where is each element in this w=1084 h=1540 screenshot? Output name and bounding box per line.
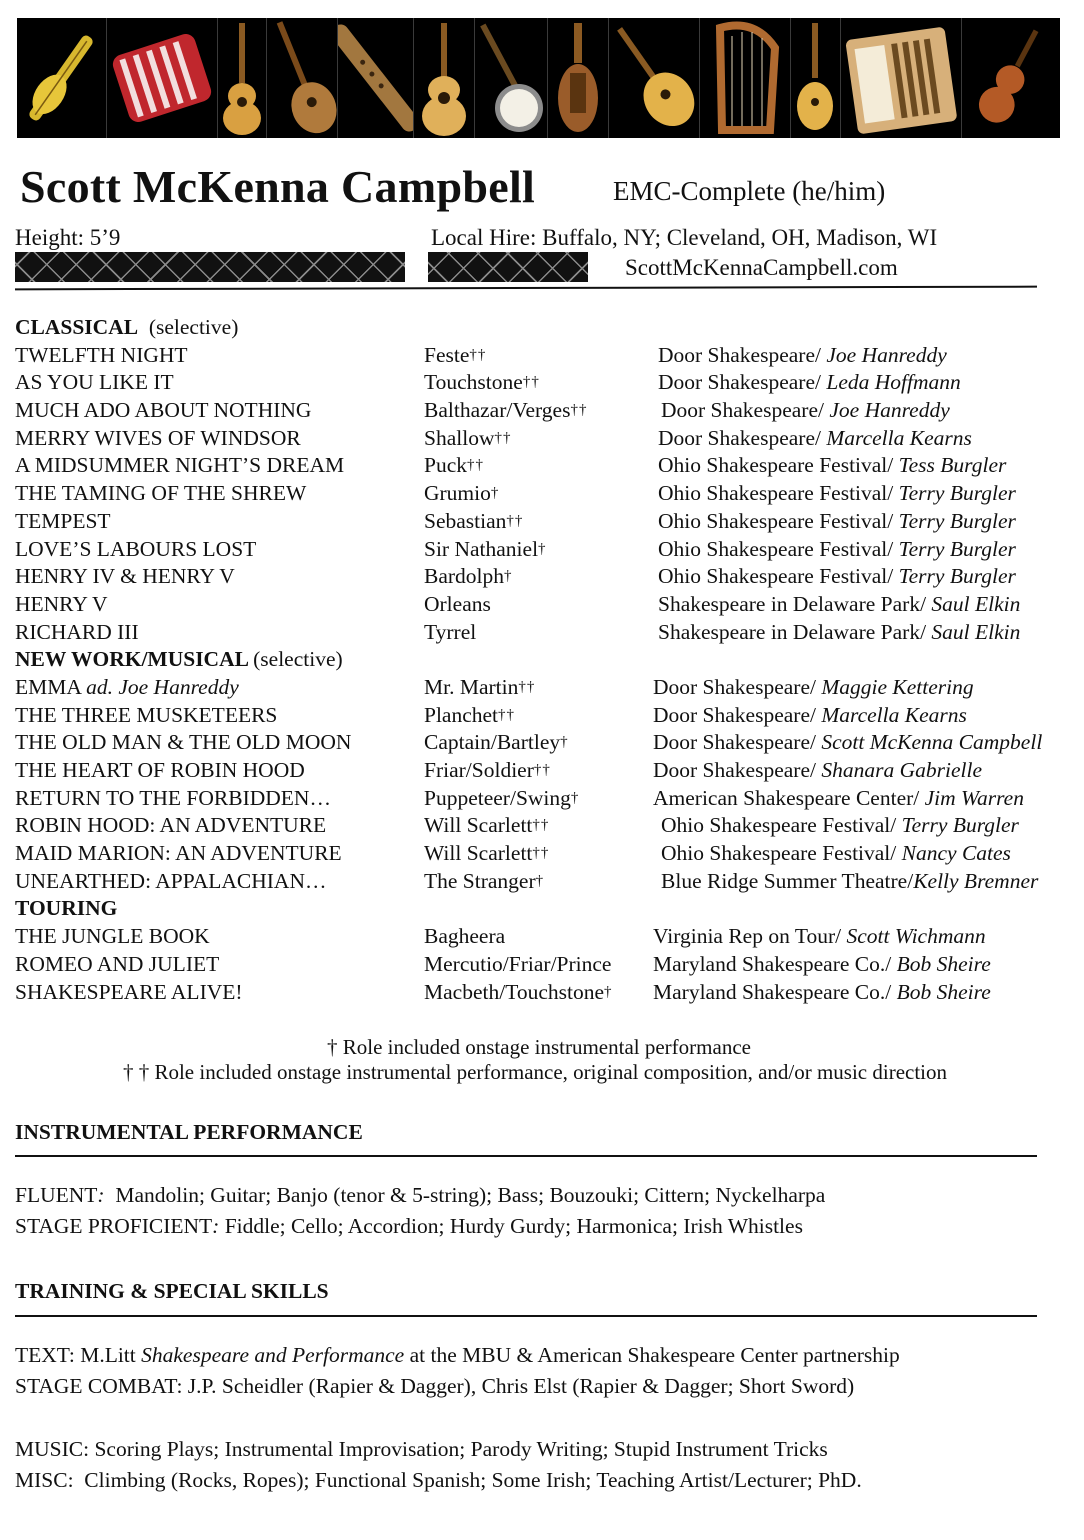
- fluent-colon: :: [97, 1183, 105, 1207]
- stage-proficient-instruments: [15, 1214, 803, 1239]
- show-name: ROMEO AND JULIET: [15, 951, 220, 976]
- show-title: [15, 563, 235, 591]
- company-name: Ohio Shakespeare Festival/: [658, 453, 899, 478]
- role: [424, 619, 476, 647]
- music-dagger-mark: ††: [532, 817, 550, 834]
- header-divider: [15, 286, 1037, 291]
- role: [424, 840, 549, 868]
- company-name: Ohio Shakespeare Festival/: [658, 481, 899, 506]
- credit-row: [15, 757, 1075, 785]
- music-dagger-mark: ††: [467, 457, 484, 474]
- credit-row: [15, 480, 1075, 508]
- company-name: Shakespeare in Delaware Park/: [658, 591, 932, 616]
- legend-single-dagger: † Role included onstage instrumental performance: [327, 1035, 751, 1059]
- role: [424, 812, 549, 840]
- role: [424, 951, 611, 979]
- show-name: TEMPEST: [15, 508, 111, 533]
- section-heading-new-work: [15, 646, 1075, 674]
- show-name: HENRY V: [15, 591, 108, 616]
- section-heading-classical: [15, 314, 1075, 342]
- fiddle-icon: [961, 18, 1060, 138]
- section-heading-touring: [15, 895, 1075, 923]
- company: [653, 674, 974, 702]
- show-name: A MIDSUMMER NIGHT’S DREAM: [15, 453, 345, 478]
- section-note: (selective): [148, 315, 239, 339]
- company-name: Ohio Shakespeare Festival/: [658, 536, 899, 561]
- director-name: Bob Sheire: [896, 979, 991, 1004]
- show-title: [15, 979, 243, 1007]
- show-name: AS YOU LIKE IT: [15, 370, 174, 395]
- company: [661, 840, 1011, 868]
- role-name: Captain/Bartley: [424, 730, 561, 755]
- credit-row: [15, 951, 1075, 979]
- role: [424, 591, 491, 619]
- show-name: THE OLD MAN & THE OLD MOON: [15, 730, 352, 755]
- role: [424, 508, 523, 536]
- credit-row: [15, 508, 1075, 536]
- company-name: Virginia Rep on Tour/: [653, 924, 847, 949]
- website-link[interactable]: ScottMcKennaCampbell.com: [625, 255, 898, 280]
- heading-training: TRAINING & SPECIAL SKILLS: [15, 1279, 329, 1303]
- company-name: Door Shakespeare/: [658, 425, 827, 450]
- director-name: Maggie Kettering: [821, 674, 974, 699]
- redacted-contact-block: [428, 252, 588, 282]
- credit-row: [15, 563, 1075, 591]
- director-name: Terry Burgler: [898, 508, 1016, 533]
- show-title: [15, 702, 277, 730]
- director-name: Terry Burgler: [898, 481, 1016, 506]
- hurdy-gurdy-icon: [547, 18, 608, 138]
- role-name: Macbeth/Touchstone: [424, 979, 604, 1004]
- role: [424, 785, 579, 813]
- show-name: MUCH ADO ABOUT NOTHING: [15, 398, 312, 423]
- show-title: [15, 369, 174, 397]
- music-dagger-mark: †: [604, 983, 613, 1000]
- company: [658, 342, 947, 370]
- director-name: Scott Wichmann: [846, 924, 986, 949]
- show-title: [15, 840, 342, 868]
- role: [424, 342, 486, 370]
- company: [653, 951, 991, 979]
- role: [424, 729, 569, 757]
- director-name: Jim Warren: [924, 785, 1024, 810]
- show-title: [15, 425, 301, 453]
- skills-music: MUSIC: Scoring Plays; Instrumental Improvisation; Parody Writing; Stupid Instrument Tricks: [15, 1437, 828, 1461]
- director-name: Bob Sheire: [896, 951, 991, 976]
- show-name: TWELFTH NIGHT: [15, 342, 188, 367]
- show-title: [15, 619, 139, 647]
- heading-instrumental: INSTRUMENTAL PERFORMANCE: [15, 1120, 363, 1144]
- director-name: Terry Burgler: [898, 536, 1016, 561]
- show-name: THE THREE MUSKETEERS: [15, 702, 278, 727]
- role-name: Will Scarlett: [424, 813, 533, 838]
- show-title: [15, 923, 210, 951]
- company: [661, 868, 1038, 896]
- role-name: Orleans: [424, 591, 491, 616]
- banjo-icon: [474, 18, 547, 138]
- accordion-icon: [840, 18, 961, 138]
- role-name: Puck: [424, 453, 467, 478]
- director-name: Scott McKenna Campbell: [821, 730, 1043, 755]
- music-dagger-mark: ††: [570, 402, 588, 419]
- credit-row: [15, 342, 1075, 370]
- local-hire: Local Hire: Buffalo, NY; Cleveland, OH, Madison, WI: [431, 225, 938, 250]
- show-title: [15, 729, 351, 757]
- director-name: Tess Burgler: [898, 453, 1007, 478]
- director-name: Terry Burgler: [901, 813, 1019, 838]
- role-name: Tyrrel: [424, 619, 477, 644]
- show-title: [15, 868, 326, 896]
- show-name: UNEARTHED: APPALACHIAN…: [15, 868, 327, 893]
- music-dagger-mark: ††: [522, 374, 540, 391]
- company: [653, 729, 1042, 757]
- show-name: RETURN TO THE FORBIDDEN…: [15, 785, 331, 810]
- director-name: Shanara Gabrielle: [821, 758, 983, 782]
- role-name: Touchstone: [424, 370, 523, 395]
- company: [658, 452, 1006, 480]
- show-title: [15, 591, 108, 619]
- role-name: Feste: [424, 342, 470, 367]
- company: [653, 979, 991, 1007]
- role-name: Sir Nathaniel: [424, 536, 539, 561]
- degree-title: Shakespeare and Performance: [141, 1343, 405, 1367]
- company-name: Maryland Shakespeare Co./: [653, 951, 897, 976]
- company-name: Door Shakespeare/: [653, 730, 822, 755]
- role: [424, 674, 535, 702]
- director-name: Marcella Kearns: [826, 425, 972, 450]
- concertina-icon: [106, 18, 217, 138]
- role-name: Bardolph: [424, 564, 505, 589]
- show-name: MAID MARION: AN ADVENTURE: [15, 841, 342, 866]
- union-status: EMC-Complete (he/him): [613, 176, 886, 206]
- text-prefix: TEXT: M.Litt: [15, 1343, 142, 1367]
- show-title: [15, 452, 344, 480]
- company: [653, 785, 1024, 813]
- company: [661, 812, 1019, 840]
- music-dagger-mark: †: [560, 734, 569, 751]
- company-name: Door Shakespeare/: [653, 758, 822, 782]
- role-name: Mercutio/Friar/Prince: [424, 951, 612, 976]
- credit-row: [15, 452, 1075, 480]
- role: [424, 979, 613, 1007]
- role-name: Bagheera: [424, 924, 506, 949]
- training-stage-combat: STAGE COMBAT: J.P. Scheidler (Rapier & Dagger), Chris Elst (Rapier & Dagger; Short Sword): [15, 1374, 855, 1398]
- role-name: Friar/Soldier: [424, 758, 534, 782]
- role: [424, 536, 547, 564]
- director-name: Joe Hanreddy: [826, 342, 947, 367]
- music-dagger-mark: †: [535, 872, 545, 889]
- show-title: [15, 785, 331, 813]
- company: [658, 508, 1016, 536]
- show-name: RICHARD III: [15, 619, 139, 644]
- section-title: CLASSICAL: [15, 315, 139, 339]
- show-name: THE HEART OF ROBIN HOOD: [15, 758, 305, 782]
- credit-row: [15, 979, 1075, 1007]
- legend-double-dagger: † † Role included onstage instrumental performance, original composition, and/or music direction: [122, 1060, 948, 1084]
- role-name: Shallow: [424, 425, 495, 450]
- company-name: Ohio Shakespeare Festival/: [661, 841, 902, 866]
- company: [658, 619, 1020, 647]
- music-dagger-mark: ††: [469, 346, 487, 363]
- adaptation-credit: ad. Joe Hanreddy: [86, 674, 239, 699]
- music-dagger-mark: ††: [533, 762, 551, 778]
- role: [424, 563, 513, 591]
- company-name: Shakespeare in Delaware Park/: [658, 619, 932, 644]
- director-name: Marcella Kearns: [821, 702, 967, 727]
- performer-name: Scott McKenna Campbell: [20, 161, 536, 212]
- fluent-instruments: [15, 1183, 825, 1208]
- company-name: Maryland Shakespeare Co./: [653, 979, 897, 1004]
- show-name: EMMA: [15, 674, 87, 699]
- company-name: Ohio Shakespeare Festival/: [658, 564, 899, 589]
- company: [653, 923, 986, 951]
- show-title: [15, 536, 256, 564]
- show-name: SHAKESPEARE ALIVE!: [15, 979, 243, 1004]
- role: [424, 397, 587, 425]
- company-name: Ohio Shakespeare Festival/: [661, 813, 902, 838]
- whistle-icon: [337, 18, 413, 138]
- training-text: [15, 1343, 900, 1368]
- credit-row: [15, 785, 1075, 813]
- credit-row: [15, 536, 1075, 564]
- role: [424, 425, 511, 453]
- credit-row: [15, 923, 1075, 951]
- credit-row: [15, 729, 1075, 757]
- fluent-list: Mandolin; Guitar; Banjo (tenor & 5-string); Bass; Bouzouki; Cittern; Nyckelharpa: [104, 1183, 826, 1207]
- role: [424, 923, 505, 951]
- role-name: The Stranger: [424, 868, 536, 893]
- redacted-contact-block: [15, 252, 405, 282]
- show-title: [15, 508, 111, 536]
- fluent-label: FLUENT: [15, 1183, 98, 1207]
- director-name: Nancy Cates: [901, 841, 1011, 866]
- role-name: Balthazar/Verges: [424, 398, 571, 423]
- role-name: Planchet: [424, 702, 499, 727]
- role-name: Mr. Martin: [424, 674, 519, 699]
- company: [658, 536, 1016, 564]
- stage-colon: :: [212, 1214, 220, 1238]
- company-name: Ohio Shakespeare Festival/: [658, 508, 899, 533]
- role-name: Puppeteer/Swing: [424, 785, 571, 810]
- role-name: Will Scarlett: [424, 841, 533, 866]
- director-name: Kelly Bremner: [913, 868, 1039, 893]
- skills-misc: MISC: Climbing (Rocks, Ropes); Functional Spanish; Some Irish; Teaching Artist/Lecturer; PhD.: [15, 1468, 862, 1492]
- guitar-icon: [413, 18, 474, 138]
- credit-row: [15, 425, 1075, 453]
- section-title: NEW WORK/MUSICAL: [15, 647, 248, 672]
- credit-row: [15, 702, 1075, 730]
- music-dagger-mark: †: [538, 540, 547, 557]
- credits-table: [15, 314, 1075, 1006]
- show-name: LOVE’S LABOURS LOST: [15, 536, 257, 561]
- role: [424, 868, 544, 896]
- company-name: Door Shakespeare/: [653, 674, 822, 699]
- director-name: Leda Hoffmann: [826, 370, 961, 395]
- role: [424, 702, 515, 730]
- show-name: THE TAMING OF THE SHREW: [15, 481, 307, 506]
- instrumental-divider: [15, 1155, 1037, 1157]
- mandolin-icon: [790, 18, 840, 138]
- stage-list: Fiddle; Cello; Accordion; Hurdy Gurdy; Harmonica; Irish Whistles: [219, 1214, 803, 1238]
- credit-row: [15, 591, 1075, 619]
- show-title: [15, 342, 188, 370]
- show-title: [15, 674, 239, 702]
- company: [653, 702, 967, 730]
- company-name: Blue Ridge Summer Theatre/: [661, 868, 914, 893]
- company-name: Door Shakespeare/: [658, 370, 827, 395]
- credit-row: [15, 369, 1075, 397]
- director-name: Saul Elkin: [931, 619, 1021, 644]
- section-title: TOURING: [15, 896, 118, 921]
- show-title: [15, 951, 219, 979]
- credit-row: [15, 674, 1075, 702]
- music-dagger-mark: †: [490, 485, 500, 502]
- show-name: HENRY IV & HENRY V: [15, 564, 235, 589]
- height: Height: 5’9: [15, 225, 121, 250]
- role-name: Sebastian: [424, 508, 507, 533]
- credit-row: [15, 840, 1075, 868]
- role: [424, 480, 499, 508]
- music-dagger-mark: †: [504, 568, 513, 585]
- company: [658, 563, 1016, 591]
- credit-row: [15, 812, 1075, 840]
- stage-label: STAGE PROFICIENT: [15, 1214, 213, 1238]
- nyckelharpa-icon: [17, 18, 106, 138]
- music-dagger-mark: ††: [532, 845, 550, 862]
- company: [658, 480, 1016, 508]
- music-dagger-mark: ††: [494, 429, 512, 446]
- show-title: [15, 397, 311, 425]
- text-suffix: at the MBU & American Shakespeare Center partnership: [404, 1343, 900, 1367]
- training-divider: [15, 1315, 1037, 1317]
- show-name: MERRY WIVES OF WINDSOR: [15, 425, 301, 450]
- credit-row: [15, 868, 1075, 896]
- company-name: Door Shakespeare/: [661, 398, 830, 423]
- show-title: [15, 480, 306, 508]
- company: [658, 591, 1020, 619]
- director-name: Joe Hanreddy: [829, 398, 950, 423]
- role: [424, 452, 484, 480]
- role-name: Grumio: [424, 481, 491, 506]
- harp-icon: [699, 18, 790, 138]
- bouzouki-icon: [266, 18, 337, 138]
- company: [653, 757, 982, 785]
- company-name: Door Shakespeare/: [658, 342, 827, 367]
- music-dagger-mark: ††: [498, 706, 516, 723]
- credit-row: [15, 619, 1075, 647]
- section-note: (selective): [253, 647, 343, 672]
- show-name: ROBIN HOOD: AN ADVENTURE: [15, 813, 327, 838]
- music-dagger-mark: ††: [506, 512, 524, 529]
- instrument-banner: [17, 18, 1060, 138]
- show-title: [15, 757, 305, 785]
- company: [661, 397, 950, 425]
- company-name: Door Shakespeare/: [653, 702, 822, 727]
- music-dagger-mark: ††: [518, 678, 536, 695]
- role: [424, 757, 551, 785]
- role: [424, 369, 540, 397]
- director-name: Saul Elkin: [931, 591, 1021, 616]
- show-name: THE JUNGLE BOOK: [15, 924, 210, 949]
- show-title: [15, 812, 326, 840]
- guitar-icon: [217, 18, 266, 138]
- credit-row: [15, 397, 1075, 425]
- mandolin-icon: [608, 18, 699, 138]
- company-name: American Shakespeare Center/: [653, 785, 925, 810]
- company: [658, 425, 972, 453]
- director-name: Terry Burgler: [898, 564, 1016, 589]
- company: [658, 369, 961, 397]
- music-dagger-mark: †: [570, 789, 580, 806]
